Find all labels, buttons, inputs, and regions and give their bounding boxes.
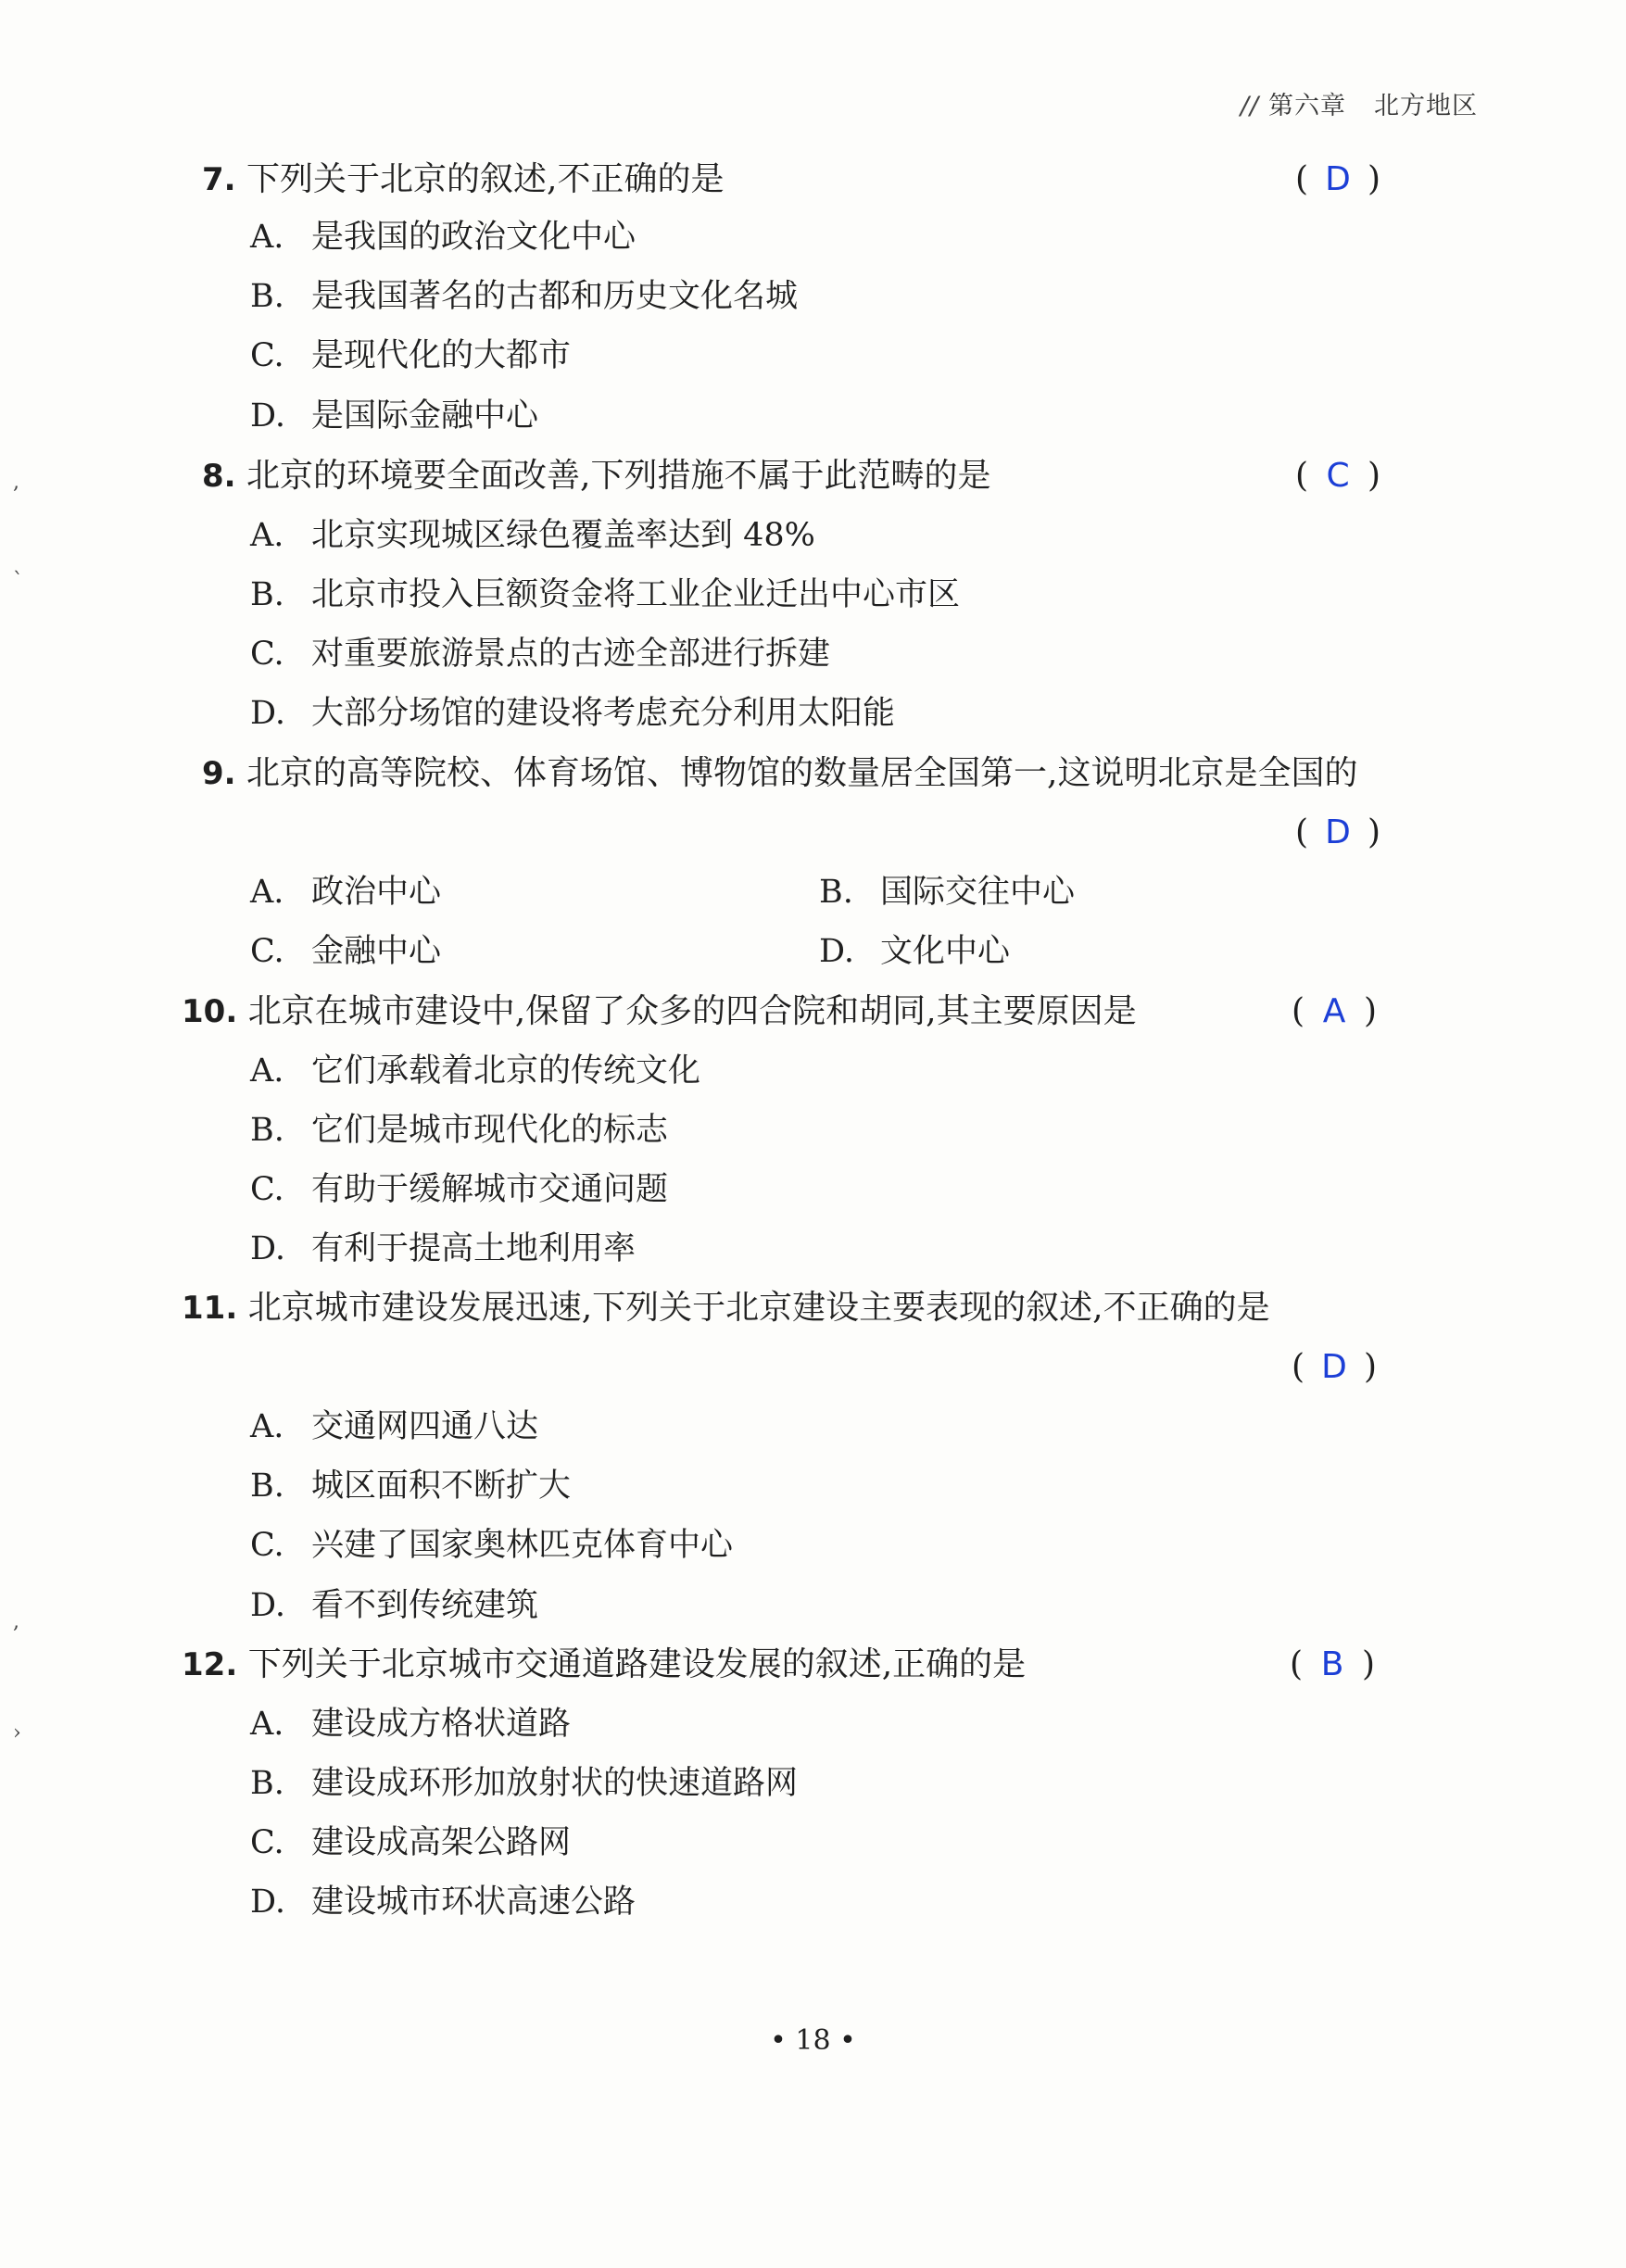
answer-value: D xyxy=(1321,1348,1347,1386)
answer-bracket: ( B ) xyxy=(1290,1645,1376,1683)
option-text: 建设成高架公路网 xyxy=(311,1824,572,1861)
option-text: 是现代化的大都市 xyxy=(311,337,572,374)
question-number: 9. xyxy=(202,755,236,792)
answer-value: B xyxy=(1320,1645,1344,1683)
answer-value: D xyxy=(1325,160,1351,198)
scan-speck: ` xyxy=(13,570,23,593)
option-b xyxy=(250,578,960,611)
option-text: 交通网四通八达 xyxy=(311,1408,539,1445)
option-letter: D. xyxy=(250,397,285,435)
option-c xyxy=(250,1826,571,1859)
question-number: 11. xyxy=(182,1290,238,1327)
option-d xyxy=(250,399,538,433)
question-number: 7. xyxy=(202,161,236,198)
option-text: 北京市投入巨额资金将工业企业迁出中心市区 xyxy=(311,576,961,613)
option-letter: C. xyxy=(250,1824,284,1861)
option-letter: B. xyxy=(819,874,853,911)
question-stem xyxy=(182,992,1137,1030)
option-a xyxy=(250,1054,700,1088)
answer-bracket: ( D ) xyxy=(1295,160,1381,198)
option-b xyxy=(250,1114,668,1147)
option-a xyxy=(250,876,441,909)
option-text: 有利于提高土地利用率 xyxy=(311,1230,637,1267)
option-letter: B. xyxy=(250,1468,284,1505)
option-c xyxy=(250,1529,733,1562)
option-text: 是我国的政治文化中心 xyxy=(311,219,637,256)
option-letter: D. xyxy=(819,933,854,970)
option-letter: A. xyxy=(250,219,284,256)
option-text: 建设城市环状高速公路 xyxy=(311,1884,637,1921)
option-b xyxy=(250,280,798,313)
page-header xyxy=(1241,85,1478,121)
option-letter: B. xyxy=(250,1112,284,1149)
answer-bracket: ( A ) xyxy=(1292,992,1378,1030)
option-c xyxy=(250,1173,668,1206)
option-a xyxy=(250,1410,538,1443)
option-text: 金融中心 xyxy=(311,933,442,970)
option-text: 兴建了国家奥林匹克体育中心 xyxy=(311,1527,734,1564)
option-d xyxy=(250,697,895,730)
question-stem xyxy=(182,1289,1270,1327)
question-text: 下列关于北京城市交通道路建设发展的叙述,正确的是 xyxy=(247,1645,1027,1683)
answer-bracket: ( C ) xyxy=(1295,457,1381,495)
option-letter: A. xyxy=(250,1408,284,1445)
option-text: 看不到传统建筑 xyxy=(311,1587,539,1624)
option-letter: C. xyxy=(250,1171,284,1208)
option-text: 北京实现城区绿色覆盖率达到 48% xyxy=(311,517,815,554)
option-a xyxy=(250,1707,571,1741)
option-text: 建设成环形加放射状的快速道路网 xyxy=(311,1765,799,1802)
option-letter: D. xyxy=(250,1884,285,1921)
question-number: 10. xyxy=(182,993,238,1030)
option-letter: D. xyxy=(250,1230,285,1267)
option-text: 对重要旅游景点的古迹全部进行拆建 xyxy=(311,636,831,673)
header-chapter: 第六章 xyxy=(1268,92,1346,120)
answer-bracket: ( D ) xyxy=(1292,1348,1378,1386)
header-mark: // xyxy=(1240,92,1259,120)
option-b xyxy=(250,1767,798,1800)
option-letter: A. xyxy=(250,517,284,554)
option-letter: A. xyxy=(250,1706,284,1743)
scan-speck: › xyxy=(13,1721,21,1745)
option-text: 它们承载着北京的传统文化 xyxy=(311,1052,701,1090)
question-text: 北京的环境要全面改善,下列措施不属于此范畴的是 xyxy=(246,457,991,495)
option-d xyxy=(819,935,1010,968)
option-text: 大部分场馆的建设将考虑充分利用太阳能 xyxy=(311,695,896,732)
option-b xyxy=(819,876,1075,909)
question-text: 北京在城市建设中,保留了众多的四合院和胡同,其主要原因是 xyxy=(247,992,1137,1030)
question-stem xyxy=(202,754,1358,792)
option-text: 是我国著名的古都和历史文化名城 xyxy=(311,278,799,315)
option-text: 国际交往中心 xyxy=(880,874,1076,911)
header-section: 北方地区 xyxy=(1374,92,1478,120)
option-letter: D. xyxy=(250,695,285,732)
option-letter: B. xyxy=(250,278,284,315)
question-stem xyxy=(182,1645,1027,1683)
option-d xyxy=(250,1589,538,1622)
option-letter: B. xyxy=(250,1765,284,1802)
option-text: 有助于缓解城市交通问题 xyxy=(311,1171,669,1208)
option-letter: B. xyxy=(250,576,284,613)
option-d xyxy=(250,1232,636,1266)
option-b xyxy=(250,1469,571,1503)
option-text: 城区面积不断扩大 xyxy=(311,1468,572,1505)
option-letter: C. xyxy=(250,933,284,970)
question-stem xyxy=(202,160,725,198)
option-d xyxy=(250,1885,636,1919)
option-text: 建设成方格状道路 xyxy=(311,1706,572,1743)
question-number: 12. xyxy=(182,1646,238,1683)
option-c xyxy=(250,339,571,372)
option-text: 文化中心 xyxy=(880,933,1011,970)
scan-speck: , xyxy=(13,1610,19,1633)
option-letter: C. xyxy=(250,1527,284,1564)
answer-value: D xyxy=(1325,813,1351,851)
question-number: 8. xyxy=(202,458,236,495)
option-letter: A. xyxy=(250,874,284,911)
option-letter: C. xyxy=(250,636,284,673)
option-a xyxy=(250,519,815,552)
option-text: 政治中心 xyxy=(311,874,442,911)
option-text: 它们是城市现代化的标志 xyxy=(311,1112,669,1149)
option-letter: A. xyxy=(250,1052,284,1090)
scan-speck: , xyxy=(13,471,19,494)
option-c xyxy=(250,637,830,671)
question-text: 北京的高等院校、体育场馆、博物馆的数量居全国第一,这说明北京是全国的 xyxy=(246,754,1358,792)
option-text: 是国际金融中心 xyxy=(311,397,539,435)
option-a xyxy=(250,220,636,254)
question-stem xyxy=(202,457,991,495)
option-letter: C. xyxy=(250,337,284,374)
option-c xyxy=(250,935,441,968)
option-letter: D. xyxy=(250,1587,285,1624)
answer-value: C xyxy=(1326,457,1350,495)
page-number: • 18 • xyxy=(770,2024,856,2057)
question-text: 下列关于北京的叙述,不正确的是 xyxy=(246,160,725,198)
question-text: 北京城市建设发展迅速,下列关于北京建设主要表现的叙述,不正确的是 xyxy=(247,1289,1270,1327)
answer-bracket: ( D ) xyxy=(1295,813,1381,851)
answer-value: A xyxy=(1322,992,1346,1030)
